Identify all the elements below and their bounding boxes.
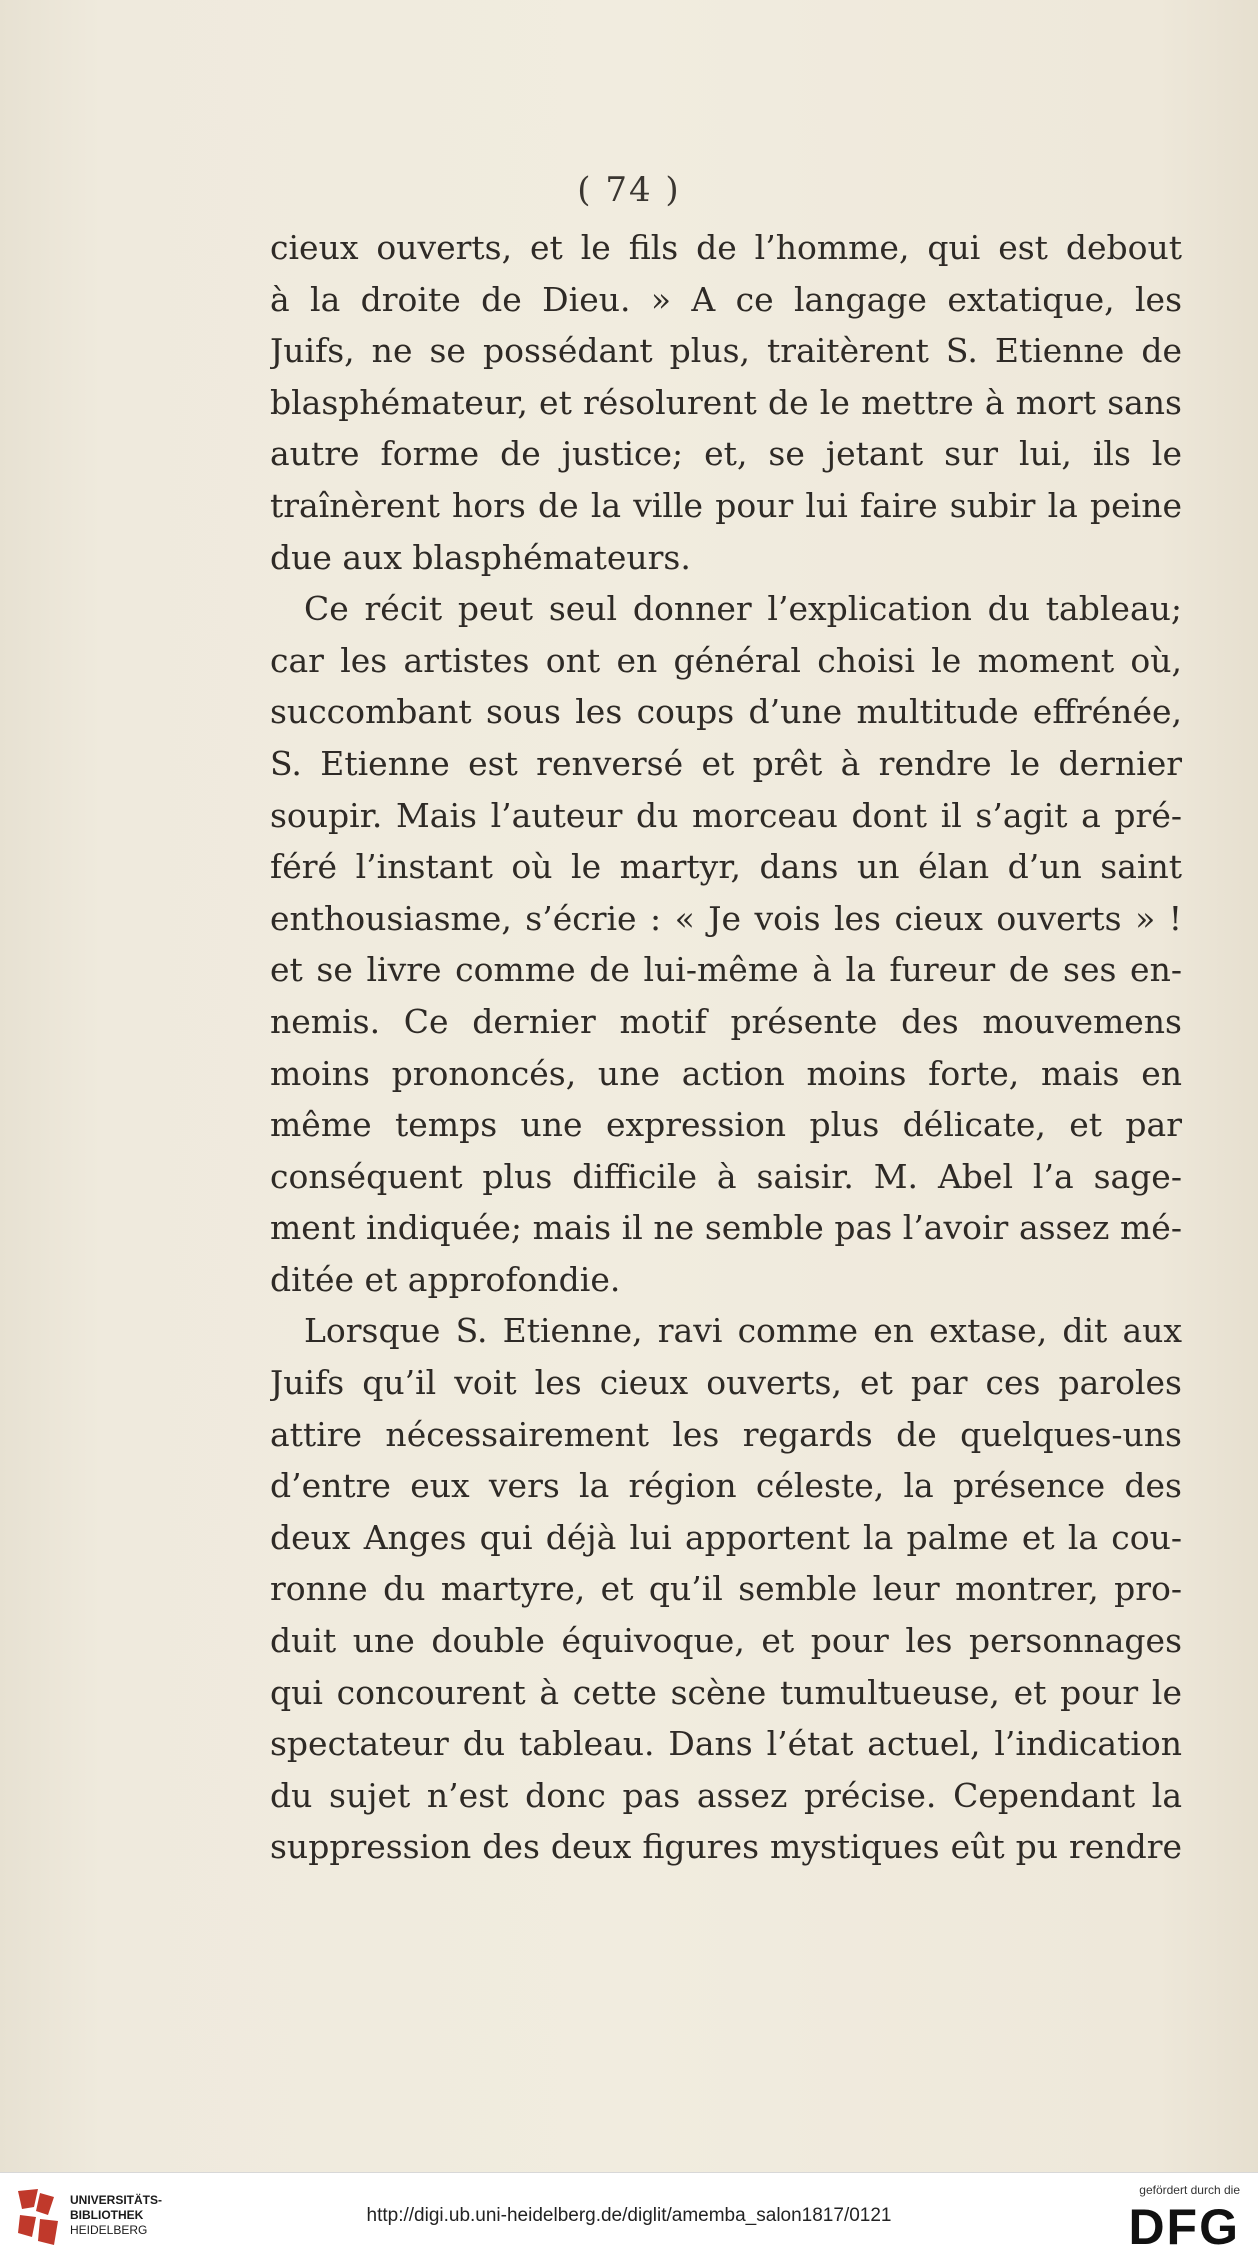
text-line: deux Anges qui déjà lui apportent la palme et la cou- [270, 1517, 1182, 1557]
dfg-logo[interactable]: DFG [1128, 2199, 1240, 2255]
text-line: Juifs, ne se possédant plus, traitèrent S. Etienne de [270, 331, 1182, 371]
text-line: d’entre eux vers la région céleste, la présence des [270, 1466, 1182, 1506]
text-line: ronne du martyre, et qu’il semble leur montrer, pro- [270, 1569, 1182, 1609]
text-line: car les artistes ont en général choisi le moment où, [270, 640, 1182, 680]
text-line: soupir. Mais l’auteur du morceau dont il s’agit a pré- [270, 795, 1182, 835]
text-line: blasphémateur, et résolurent de le mettre à mort sans [270, 382, 1182, 422]
text-line: Ce récit peut seul donner l’explication du tableau; [304, 589, 1182, 629]
text-line: et se livre comme de lui-même à la fureur de ses en- [270, 950, 1182, 990]
text-line: même temps une expression plus délicate, et par [270, 1105, 1182, 1145]
text-line: cieux ouverts, et le fils de l’homme, qui est debout [270, 228, 1182, 267]
library-name-line: HEIDELBERG [70, 2223, 148, 2237]
text-line: due aux blasphémateurs. [270, 537, 691, 577]
text-line: S. Etienne est renversé et prêt à rendre le dernier [270, 743, 1182, 783]
library-name-line: BIBLIOTHEK [70, 2208, 144, 2222]
permalink-url[interactable]: http://digi.ub.uni-heidelberg.de/diglit/amemba_salon1817/0121 [366, 2205, 892, 2226]
text-line: conséquent plus difficile à saisir. M. Abel l’a sage- [270, 1156, 1182, 1196]
text-line: à la droite de Dieu. » A ce langage extatique, les [270, 279, 1182, 319]
text-line: nemis. Ce dernier motif présente des mouvemens [270, 1001, 1182, 1041]
text-line: moins prononcés, une action moins forte, mais en [270, 1053, 1182, 1093]
text-line: féré l’instant où le martyr, dans un élan d’un saint [270, 847, 1182, 887]
text-line: qui concourent à cette scène tumultueuse, et pour le [270, 1672, 1182, 1712]
page-number: ( 74 ) [577, 170, 681, 210]
text-line: spectateur du tableau. Dans l’état actuel, l’indication [270, 1724, 1182, 1764]
text-line: succombant sous les coups d’une multitude effrénée, [270, 692, 1182, 732]
text-line: Lorsque S. Etienne, ravi comme en extase, dit aux [304, 1311, 1182, 1351]
text-line: enthousiasme, s’écrie : « Je vois les cieux ouverts » ! [270, 898, 1182, 938]
viewer-footer [0, 2172, 1258, 2262]
text-line: ment indiquée; mais il ne semble pas l’avoir assez mé- [270, 1208, 1182, 1248]
text-line: Juifs qu’il voit les cieux ouverts, et par ces paroles [270, 1363, 1182, 1403]
text-line: ditée et approfondie. [270, 1259, 621, 1299]
library-name-line: UNIVERSITÄTS- [70, 2193, 163, 2207]
text-line: du sujet n’est donc pas assez précise. Cependant la [270, 1775, 1182, 1815]
text-line: traînèrent hors de la ville pour lui faire subir la peine [270, 485, 1182, 525]
text-line: attire nécessairement les regards de quelques-uns [270, 1414, 1182, 1454]
text-line: autre forme de justice; et, se jetant sur lui, ils le [270, 434, 1182, 474]
text-line: duit une double équivoque, et pour les personnages [270, 1621, 1182, 1661]
text-line: suppression des deux figures mystiques eût pu rendre [270, 1827, 1182, 1867]
body-text [270, 222, 1182, 1873]
funded-by-label: gefördert durch die [1139, 2183, 1240, 2197]
